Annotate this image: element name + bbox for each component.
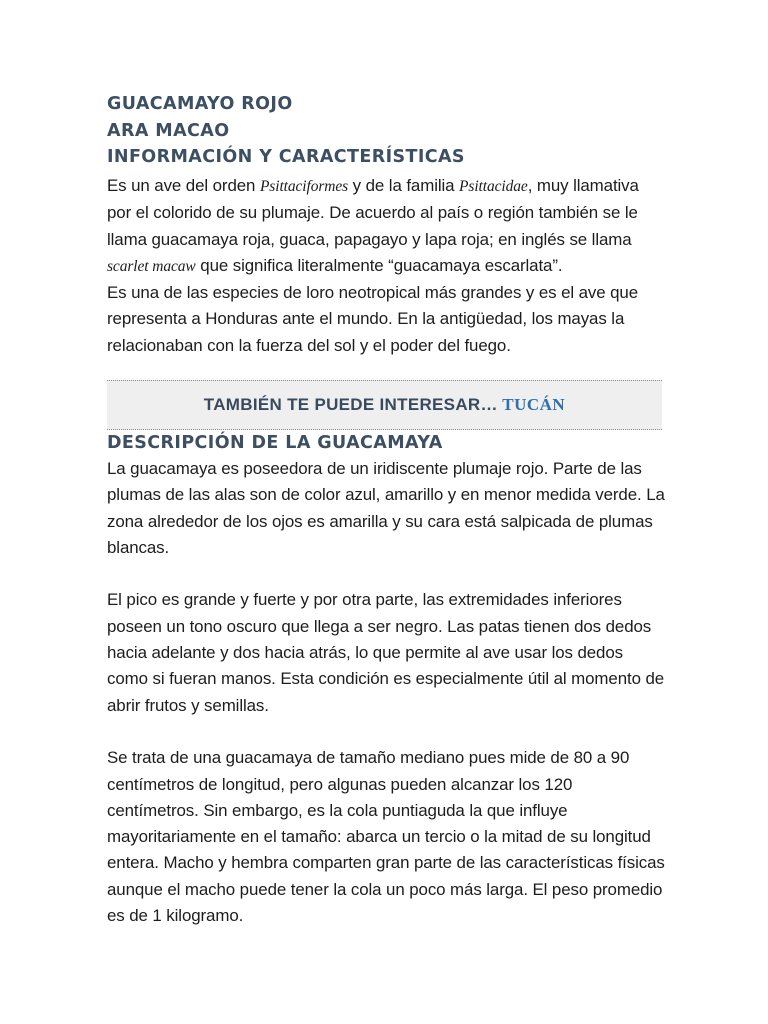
- description-section: [107, 456, 667, 956]
- description-paragraph-3: Se trata de una guacamaya de tamaño mediano pues mide de 80 a 90 centímetros de longitud, pero algunas pueden alcanzar los 120 centímetros. Sin embargo, es la cola puntiaguda la que influye mayoritariamente en el tamaño: abarca un tercio o la mitad de su longitud entera. Macho y hembra comparten gran parte de las características físicas aunque el macho puede tener la cola un poco más larga. El peso promedio es de 1 kilogramo.: [107, 748, 665, 926]
- related-article-link[interactable]: TUCÁN: [502, 395, 566, 414]
- intro-text: y de la familia: [348, 176, 460, 195]
- family-name: Psittacidae: [459, 178, 528, 195]
- intro-text: , muy llamativa por el colorido de su plumaje. De acuerdo al país o región también se le llama guacamaya roja, guaca, papagayo y lapa roja; en inglés se llama: [107, 176, 639, 249]
- page-title: GUACAMAYO ROJO: [107, 94, 293, 114]
- related-article-banner: [107, 380, 662, 430]
- related-label: TAMBIÉN TE PUEDE INTERESAR…: [203, 395, 498, 414]
- info-heading: INFORMACIÓN Y CARACTERÍSTICAS: [107, 147, 465, 167]
- english-name: scarlet macaw: [107, 257, 196, 275]
- intro-section: [107, 173, 667, 359]
- description-heading-block: [107, 430, 662, 457]
- intro-paragraph-2: Es una de las especies de loro neotropical más grandes y es el ave que representa a Honduras ante el mundo. En la antigüedad, los mayas la relacionaban con la fuerza del sol y el poder del fuego.: [107, 283, 639, 355]
- order-name: Psittaciformes: [259, 178, 349, 195]
- description-paragraph-1: La guacamaya es poseedora de un iridiscente plumaje rojo. Parte de las plumas de las alas son de color azul, amarillo y en menor medida verde. La zona alrededor de los ojos es amarilla y su cara está salpicada de plumas blancas.: [107, 459, 665, 557]
- description-paragraph-2: El pico es grande y fuerte y por otra parte, las extremidades inferiores poseen un tono oscuro que llega a ser negro. Las patas tienen dos dedos hacia adelante y dos hacia atrás, lo que permite al ave usar los dedos como si fueran manos. Esta condición es especialmente útil al momento de abrir frutos y semillas.: [107, 590, 665, 715]
- scientific-name-heading: ARA MACAO: [107, 120, 230, 141]
- title-block: [107, 91, 662, 171]
- intro-paragraph-1: [107, 173, 667, 280]
- description-heading: DESCRIPCIÓN DE LA GUACAMAYA: [107, 433, 443, 453]
- intro-text: que significa literalmente “guacamaya escarlata”.: [195, 255, 563, 275]
- intro-text: Es un ave del orden: [107, 176, 260, 195]
